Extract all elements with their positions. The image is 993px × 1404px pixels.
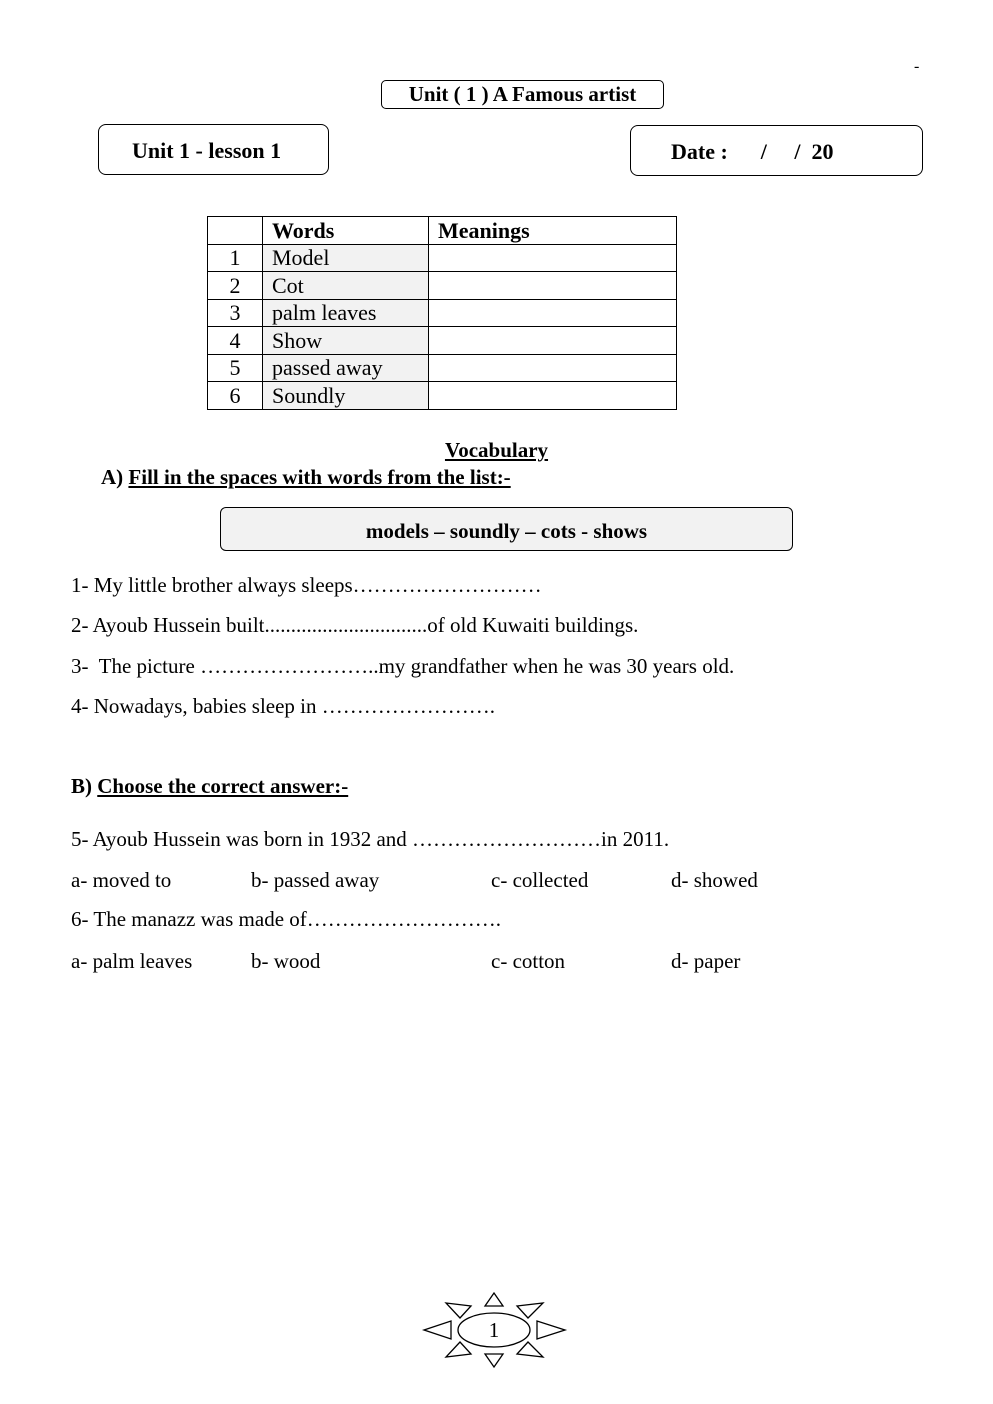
table-row [208,382,677,410]
header-meanings: Meanings [429,217,677,245]
row-number: 6 [208,382,263,410]
row-number: 3 [208,299,263,327]
corner-mark: - [914,58,920,75]
table-row [208,272,677,300]
section-a-instruction: Fill in the spaces with words from the list:- [128,465,511,489]
row-word: Soundly [263,382,429,410]
row-number: 4 [208,327,263,355]
vocabulary-title: Vocabulary [444,438,549,462]
section-b-instruction: Choose the correct answer:- [97,774,349,798]
q5-option-b[interactable]: b- passed away [251,868,380,892]
sun-ray-right [537,1321,565,1339]
fill-item-4: 4- Nowadays, babies sleep in ……………………. [71,694,496,718]
word-list-box: models – soundly – cots - shows [220,507,793,551]
row-meaning-cell[interactable] [429,272,677,300]
question-5: 5- Ayoub Hussein was born in 1932 and ………………………in 2011. [71,827,670,851]
row-meaning-cell[interactable] [429,382,677,410]
row-number: 5 [208,354,263,382]
fill-item-3: 3- The picture ……………………..my grandfather when he was 30 years old. [71,654,735,678]
row-word: Cot [263,272,429,300]
q5-option-d[interactable]: d- showed [671,868,758,892]
q6-option-a[interactable]: a- palm leaves [71,949,193,973]
section-b-letter: B) [71,774,92,798]
row-meaning-cell[interactable] [429,299,677,327]
fill-item-2: 2- Ayoub Hussein built...............................of old Kuwaiti buildings. [71,613,639,637]
page-number: 1 [488,1318,500,1342]
row-word: Model [263,244,429,272]
sun-ray-left [424,1321,451,1339]
table-row [208,327,677,355]
row-word: passed away [263,354,429,382]
table-row [208,354,677,382]
row-number: 1 [208,244,263,272]
q6-option-c[interactable]: c- cotton [491,949,566,973]
header-num [208,217,263,245]
sun-ray-bottom-left [446,1342,471,1357]
words-table [207,216,677,410]
row-word: Show [263,327,429,355]
row-word: palm leaves [263,299,429,327]
question-6: 6- The manazz was made of………………………. [71,907,502,931]
sun-ray-bottom-right [517,1342,543,1357]
date-field[interactable]: Date : / / 20 [630,125,923,176]
q5-option-c[interactable]: c- collected [491,868,589,892]
sun-ray-bottom [485,1354,503,1367]
table-row [208,299,677,327]
sun-ray-top-right [517,1303,543,1318]
q6-option-d[interactable]: d- paper [671,949,741,973]
header-words: Words [263,217,429,245]
unit-title: Unit ( 1 ) A Famous artist [381,80,664,109]
row-meaning-cell[interactable] [429,244,677,272]
q6-option-b[interactable]: b- wood [251,949,321,973]
row-meaning-cell[interactable] [429,354,677,382]
section-b-heading [71,774,348,799]
sun-ray-top [485,1293,503,1306]
sun-ray-top-left [446,1303,471,1318]
section-a-letter: A) [101,465,124,489]
fill-item-1: 1- My little brother always sleeps……………………… [71,573,542,597]
section-a-heading [101,465,511,490]
row-meaning-cell[interactable] [429,327,677,355]
row-number: 2 [208,272,263,300]
lesson-label: Unit 1 - lesson 1 [98,124,329,175]
table-row [208,244,677,272]
q5-option-a[interactable]: a- moved to [71,868,172,892]
table-header-row [208,217,677,245]
page-number-sun-icon [421,1290,571,1370]
